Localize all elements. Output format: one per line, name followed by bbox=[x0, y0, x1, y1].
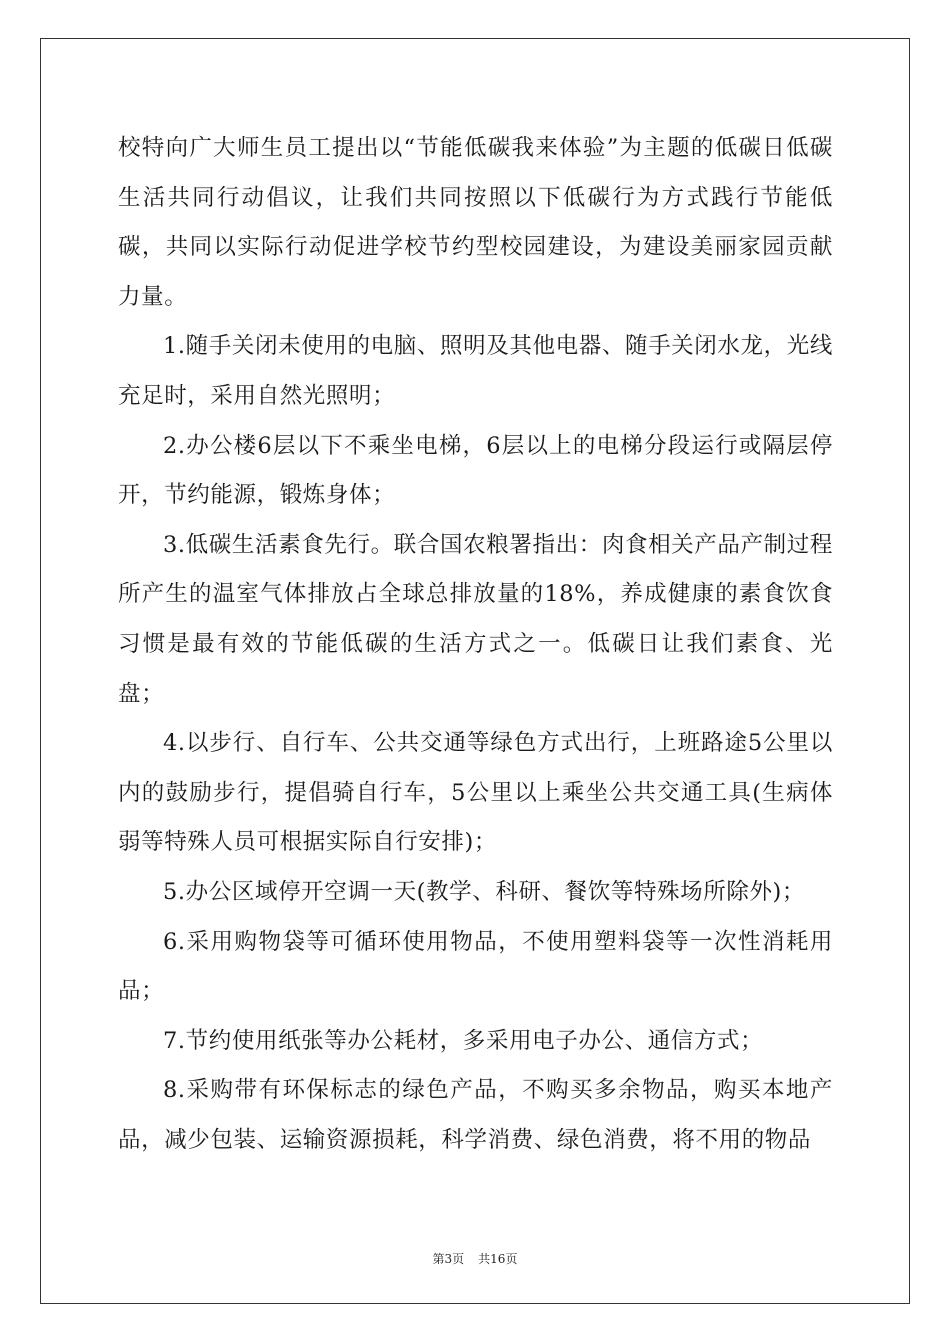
list-item-3: 3.低碳生活素食先行。联合国农粮署指出：肉食相关产品产制过程所产生的温室气体排放占全球总排放量的18%，养成健康的素食饮食习惯是最有效的节能低碳的生活方式之一。低碳日让我们素食、光盘； bbox=[118, 531, 833, 707]
list-item-8: 8.采购带有环保标志的绿色产品，不购买多余物品，购买本地产品，减少包装、运输资源损耗，科学消费、绿色消费，将不用的物品 bbox=[118, 1077, 833, 1153]
page-footer bbox=[0, 1250, 950, 1267]
page-number: 第3页 bbox=[432, 1252, 465, 1266]
page-total: 共16页 bbox=[478, 1252, 518, 1266]
list-item-1: 1.随手关闭未使用的电脑、照明及其他电器、随手关闭水龙，光线充足时，采用自然光照明； bbox=[118, 333, 833, 409]
document-body bbox=[118, 124, 833, 1165]
list-item-6: 6.采用购物袋等可循环使用物品，不使用塑料袋等一次性消耗用品； bbox=[118, 928, 833, 1005]
paragraph-intro: 校特向广大师生员工提出以“节能低碳我来体验”为主题的低碳日低碳生活共同行动倡议，让我们共同按照以下低碳行为方式践行节能低碳，共同以实际行动促进学校节约型校园建设，为建设美丽家园贡献力量。 bbox=[118, 135, 833, 310]
list-item-4: 4.以步行、自行车、公共交通等绿色方式出行，上班路途5公里以内的鼓励步行，提倡骑自行车，5公里以上乘坐公共交通工具(生病体弱等特殊人员可根据实际自行安排)； bbox=[118, 730, 833, 856]
list-item-7: 7.节约使用纸张等办公耗材，多采用电子办公、通信方式； bbox=[163, 1027, 764, 1054]
list-item-5: 5.办公区域停开空调一天(教学、科研、餐饮等特殊场所除外)； bbox=[163, 878, 806, 905]
list-item-2: 2.办公楼6层以下不乘坐电梯，6层以上的电梯分段运行或隔层停开，节约能源，锻炼身体； bbox=[118, 432, 833, 509]
